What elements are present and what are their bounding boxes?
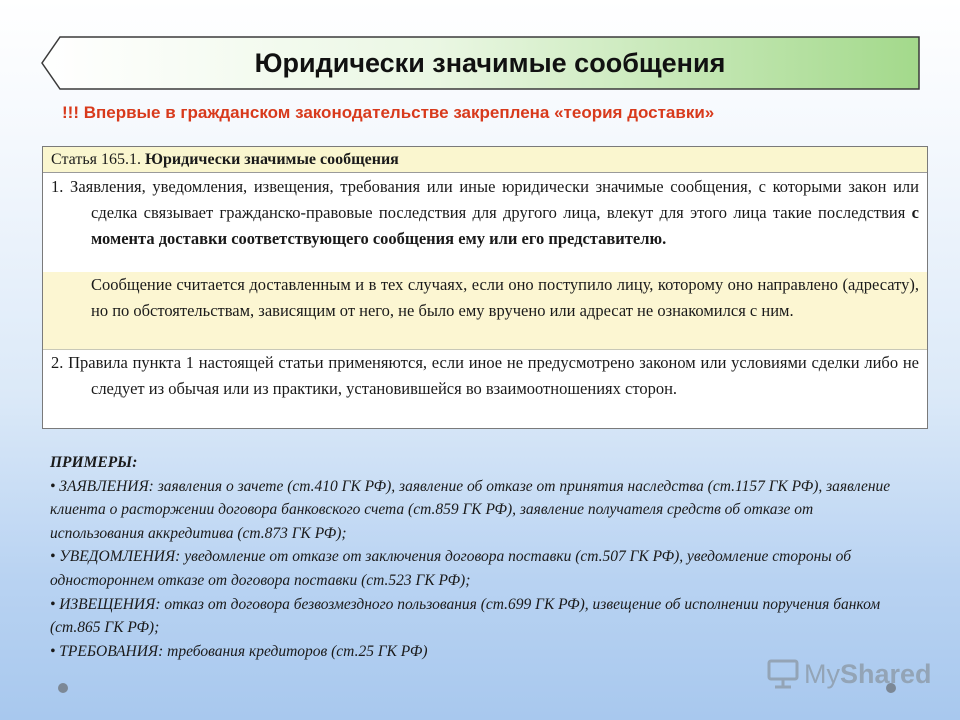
article-number: Статья 165.1. [51,151,141,168]
presentation-icon [766,659,800,689]
page-title: Юридически значимые сообщения [254,47,726,78]
article-box [42,146,928,429]
paragraph-1-text: 1. Заявления, уведомления, извещения, требования или иные юридически значимые сообщения, с которыми закон или сделка связывает гражданско-правовые последствия для другого лица, влекут для этого лица такие последствия [51,177,919,222]
example-text: заявления о зачете (ст.410 ГК РФ), заявление об отказе от принятия наследства (ст.1157 ГК РФ), заявление клиента о расторжении договора банковского счета (ст.859 ГК РФ), заявление получателя средств об отказе от использования аккредитива (ст.873 ГК РФ); [50,477,891,542]
watermark-shared: Shared [840,658,932,689]
example-item-statements [50,475,910,546]
subtitle-note: !!! Впервые в гражданском законодательстве закреплена «теория доставки» [62,103,715,122]
example-text: требования кредиторов (ст.25 ГК РФ) [163,642,428,660]
example-text: уведомление от отказе от заключения договора поставки (ст.507 ГК РФ), уведомление стороны об одностороннем отказе от договора поставки (ст.523 ГК РФ); [50,548,851,589]
examples-section [50,451,910,663]
example-keyword: • ИЗВЕЩЕНИЯ: [50,595,161,613]
bullet-dot-left [58,683,68,693]
example-keyword: • УВЕДОМЛЕНИЯ: [50,548,181,566]
paragraph-2-text: Сообщение считается доставленным и в тех случаях, если оно поступило лицу, которому оно направлено (адресату), но по обстоятельствам, зависящим от него, не было ему вручено или адресат не ознакомился с ним. [91,275,919,320]
article-header [43,147,927,173]
examples-heading: ПРИМЕРЫ: [50,454,138,471]
article-paragraph-3 [43,349,927,428]
example-item-notices [50,545,910,592]
watermark-logo [766,654,936,694]
example-text: отказ от договора безвозмездного пользования (ст.699 ГК РФ), извещение об исполнении поручения банком (ст.865 ГК РФ); [50,595,881,637]
example-keyword: • ЗАЯВЛЕНИЯ: [50,477,154,495]
example-item-notifications [50,593,910,640]
title-banner [40,36,920,90]
paragraph-3-text: 2. Правила пункта 1 настоящей статьи применяются, если иное не предусмотрено законом или условиями сделки либо не следует из обычая или из практики, установившейся во взаимоотношениях сторон. [51,353,919,398]
watermark-my: My [804,658,840,689]
article-paragraph-1 [43,173,927,272]
article-title: Юридически значимые сообщения [144,151,399,168]
article-paragraph-2 [43,272,927,349]
example-keyword: • ТРЕБОВАНИЯ: [50,642,164,660]
paragraph-1-bold: с момента доставки соответствующего сообщения ему или его представителю. [91,203,919,248]
